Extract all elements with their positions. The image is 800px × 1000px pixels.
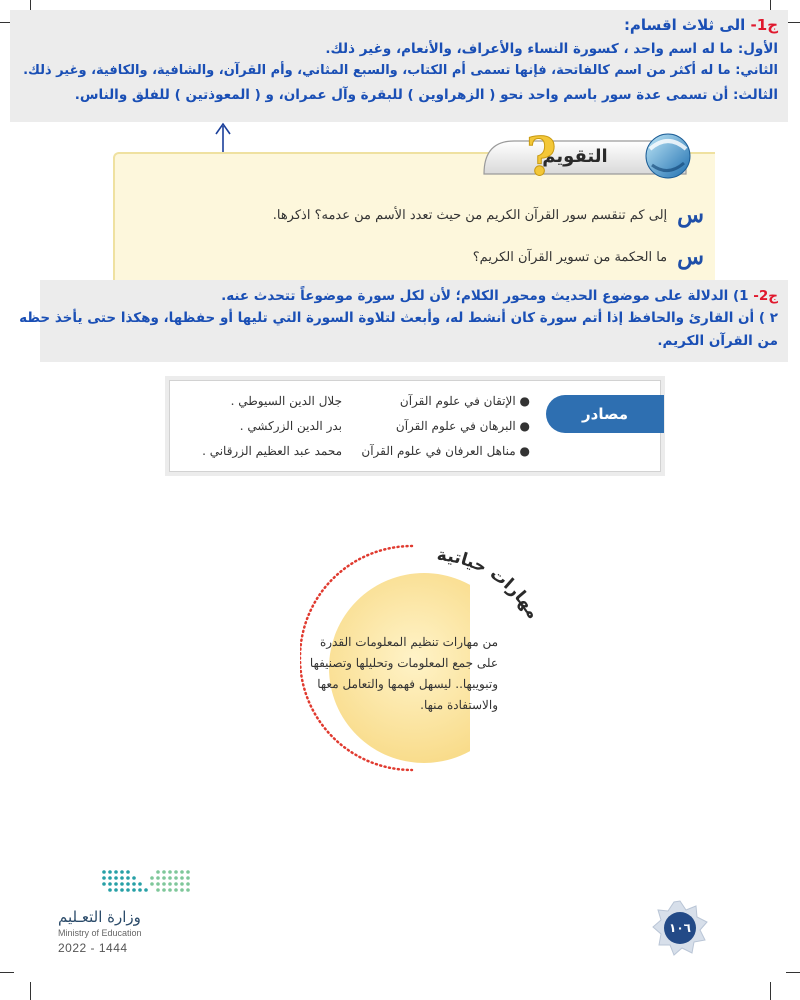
life-skills-title-text: مهارات حياتية: [435, 545, 544, 623]
question-2-text: ما الحكمة من تسوير القرآن الكريم؟: [472, 249, 668, 265]
source-book-1: ● الإتقان في علوم القرآن: [399, 394, 530, 408]
source-author-3: محمد عبد العظيم الزرقاني .: [202, 444, 342, 458]
answer-2-line-1: [221, 288, 778, 304]
source-book-title: مناهل العرفان في علوم القرآن: [361, 444, 516, 458]
ministry-dots-logo: [100, 866, 192, 898]
question-1: [273, 203, 704, 227]
sources-box: [165, 376, 665, 476]
answer-1-heading-text: الى ثلاث اقسام:: [623, 16, 746, 34]
sources-inner: [169, 380, 661, 472]
svg-text:?: ?: [526, 129, 557, 179]
sources-title: مصادر: [546, 395, 664, 433]
answer-2-line-3: من القرآن الكريم.: [657, 333, 778, 349]
life-skills-title: [436, 545, 543, 622]
life-skills-title-arc: [420, 538, 550, 638]
answer-1-label: ج1-: [750, 16, 778, 34]
answer-1-line-2: الثاني: ما له أكثر من اسم كالفاتحة، فإنها تسمى أم الكتاب، والسبع المثاني، وأم القرآن، والشافية، والكافية، وغير ذلك.: [23, 63, 778, 78]
crop-mark: [770, 982, 771, 1000]
answer-2-line-1-text: 1) الدلالة على موضوع الحديث ومحور الكلام؛ لأن لكل سورة موضوعاً تتحدث عنه.: [221, 288, 749, 304]
question-marker-icon: س: [677, 202, 704, 228]
source-book-title: البرهان في علوم القرآن: [395, 419, 516, 433]
source-author-2: بدر الدين الزركشي .: [239, 419, 342, 433]
question-2: [473, 245, 704, 269]
answer-1-line-1: الأول: ما له اسم واحد ، كسورة النساء والأعراف، والأنعام، وغير ذلك.: [325, 41, 778, 57]
answer-1-box: [10, 10, 788, 122]
life-skills-line-3: وتبويبها.. ليسهل فهمها والتعامل معها: [317, 677, 498, 691]
answer-2-box: [19, 280, 788, 362]
source-book-title: الإتقان في علوم القرآن: [399, 394, 516, 408]
ministry-year: 2022 - 1444: [58, 941, 128, 955]
question-1-text: إلى كم تنقسم سور القرآن الكريم من حيث تعدد الأسم من عدمه؟ اذكرها.: [272, 207, 668, 223]
question-marker-icon: س: [677, 244, 704, 270]
answer-1-line-3: الثالث: أن تسمى عدة سور باسم واحد نحو ( الزهراوين ) للبقرة وآل عمران، و ( المعوذتين ) للفلق والناس.: [74, 87, 778, 103]
answer-2-label: ج2-: [753, 288, 778, 304]
answer-1-heading: [624, 16, 778, 34]
crop-mark: [30, 982, 31, 1000]
evaluation-title: التقويم: [542, 145, 608, 167]
life-skills-line-1: من مهارات تنظيم المعلومات القدرة: [320, 635, 498, 649]
life-skills-line-4: والاستفادة منها.: [420, 698, 498, 712]
ministry-name-en: Ministry of Education: [58, 928, 142, 938]
ministry-logo: [58, 908, 218, 955]
source-author-1: جلال الدين السيوطي .: [230, 394, 342, 408]
life-skills-line-2: على جمع المعلومات وتحليلها وتصنيفها: [309, 656, 498, 670]
ministry-name-ar: وزارة التعـليم: [58, 908, 141, 926]
globe-icon: [646, 134, 690, 178]
page-number: ١٠٦: [669, 921, 691, 935]
answer-2-line-2: ٢ ) أن القارئ والحافظ إذا أتم سورة كان أنشط له، وأبعث لتلاوة السورة التي تليها أو حفظها، وهكذا حتى يأخذ حظه: [19, 310, 778, 326]
crop-mark: [786, 22, 800, 23]
crop-mark: [0, 972, 14, 973]
source-book-2: ● البرهان في علوم القرآن: [395, 419, 530, 433]
source-book-3: ● مناهل العرفان في علوم القرآن: [361, 444, 530, 458]
crop-mark: [786, 972, 800, 973]
